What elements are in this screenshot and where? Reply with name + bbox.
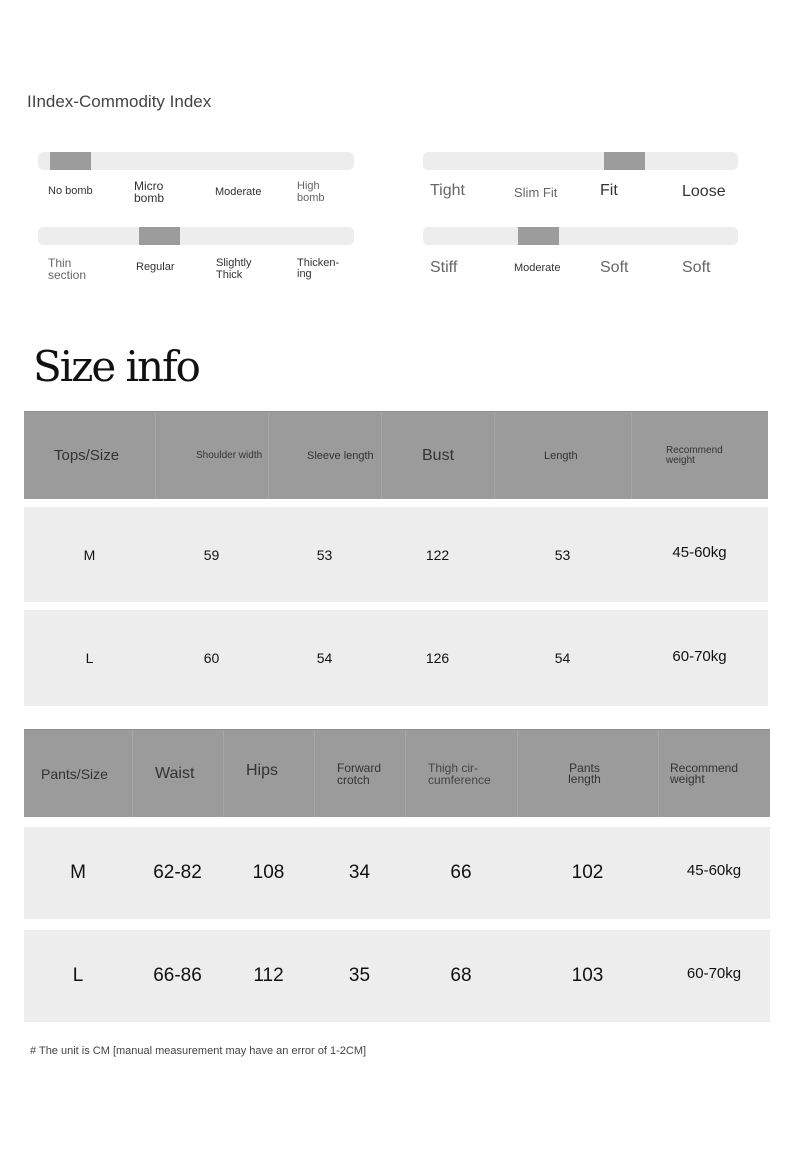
pants-l-size: L [72, 965, 84, 986]
label-high-bomb: High bomb [297, 180, 325, 204]
tops-row-m [24, 507, 768, 602]
tops-header-size: Tops/Size [54, 447, 120, 464]
index-title: IIndex-Commodity Index [27, 92, 212, 111]
softness-slider [423, 227, 738, 287]
label-moderate-2: Moderate [514, 262, 561, 274]
tops-l-weight: 60-70kg [672, 648, 727, 665]
pants-table [24, 729, 770, 1023]
label-slightly-thick: Slightly Thick [216, 257, 252, 281]
pants-l-crotch: 35 [348, 965, 371, 986]
elasticity-marker [50, 152, 91, 170]
thickness-marker [139, 227, 180, 245]
pants-header-hips: Hips [223, 730, 314, 817]
pants-m-hips: 108 [252, 862, 285, 883]
label-soft-2: Soft [682, 259, 711, 276]
pants-row-m [24, 827, 770, 919]
tops-l-sleeve: 54 [316, 650, 333, 666]
label-loose: Loose [682, 183, 726, 200]
pants-header-row [24, 729, 770, 817]
label-thickening: Thicken-ing [297, 257, 340, 280]
label-micro-bomb: Micro bomb [134, 179, 165, 205]
tops-m-length: 53 [554, 546, 571, 563]
pants-l-thigh: 68 [450, 965, 472, 986]
pants-m-length: 102 [571, 862, 604, 883]
pants-header-waist: Waist [132, 730, 223, 817]
pants-l-length: 103 [571, 965, 604, 986]
tops-header-length: Length [494, 412, 631, 499]
pants-m-thigh: 66 [450, 862, 472, 883]
size-info-title: Size info [33, 342, 199, 391]
softness-marker [518, 227, 559, 245]
pants-m-crotch: 34 [348, 862, 371, 883]
pants-l-hips: 112 [253, 965, 284, 986]
tops-header-shoulder: Shoulder width [155, 412, 268, 499]
label-moderate: Moderate [215, 186, 262, 198]
tops-m-bust: 122 [425, 546, 450, 563]
label-slim-fit: Slim Fit [514, 185, 558, 200]
tops-header-sleeve: Sleeve length [268, 412, 381, 499]
tops-l-length: 54 [554, 650, 571, 666]
tops-m-size: M [83, 546, 96, 563]
pants-row-l [24, 930, 770, 1022]
tops-header-bust: Bust [381, 412, 494, 499]
measurement-note: # The unit is CM [manual measurement may have an error of 1-2CM] [30, 1045, 367, 1057]
pants-header-thigh: Thigh cir-cumference [405, 730, 517, 817]
pants-m-size: M [70, 862, 86, 883]
pants-l-waist: 66-86 [153, 965, 202, 986]
label-fit: Fit [600, 182, 618, 199]
tops-m-weight: 45-60kg [672, 544, 727, 561]
fit-marker [604, 152, 645, 170]
tops-l-shoulder: 60 [203, 650, 220, 666]
label-regular: Regular [136, 261, 175, 273]
softness-track [423, 227, 738, 245]
pants-m-weight: 45-60kg [686, 862, 742, 879]
pants-header-weight: Recommend weight [658, 730, 770, 817]
tops-header-weight: Recommend weight [631, 412, 768, 499]
tops-m-shoulder: 59 [203, 546, 220, 563]
label-thin-section: Thin section [48, 256, 87, 282]
pants-l-weight: 60-70kg [686, 965, 742, 982]
tops-row-l [24, 610, 768, 706]
tops-table [24, 411, 768, 707]
pants-header-crotch: Forward crotch [314, 730, 405, 817]
tops-m-sleeve: 53 [316, 546, 333, 563]
tops-l-size: L [85, 650, 94, 666]
fit-track [423, 152, 738, 170]
label-soft: Soft [600, 259, 629, 276]
tops-header-row [24, 411, 768, 499]
fit-slider [423, 152, 738, 212]
label-no-bomb: No bomb [48, 185, 93, 197]
pants-header-length: Pants length [517, 730, 658, 817]
label-tight: Tight [430, 182, 465, 199]
thickness-track [38, 227, 354, 245]
pants-header-size: Pants/Size [41, 765, 108, 782]
pants-m-waist: 62-82 [153, 862, 202, 883]
label-stiff: Stiff [430, 259, 458, 276]
tops-l-bust: 126 [425, 650, 450, 666]
